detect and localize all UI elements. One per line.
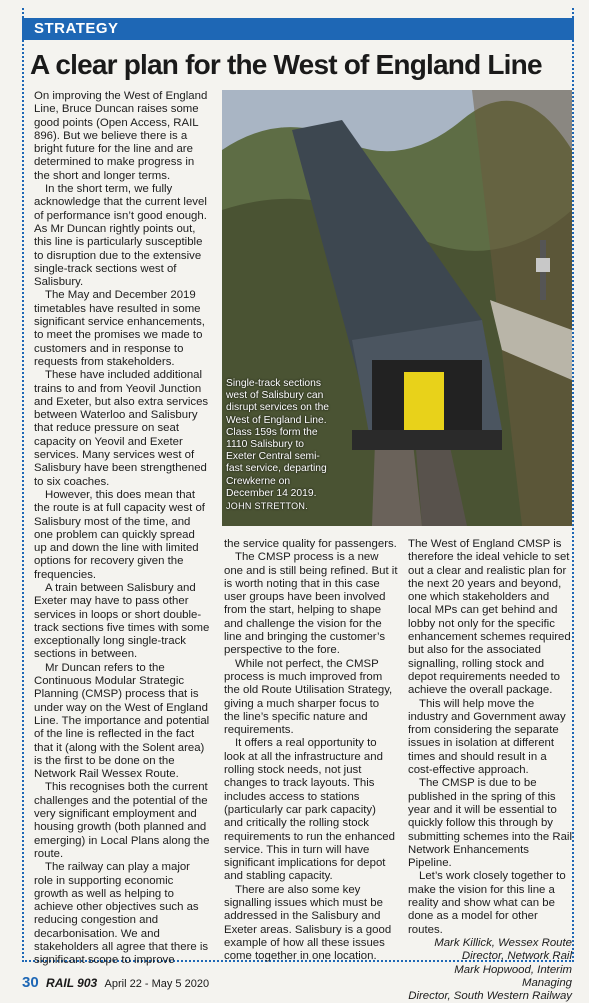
paragraph: This recognises both the current challenges and the potential of the very significant employment and housing growth (both planned and emerging) in Local Plans along the route. [34,781,210,860]
paragraph: There are also some key signalling issues which must be addressed in the Salisbury and Exeter areas. Salisbury is a good example of how all these issues come together in one location. [224,883,392,963]
paragraph: This will help move the industry and Government away from considering the separate issues in isolation at different times and should result in a cost-effective approach. [408,697,566,777]
paragraph: The May and December 2019 timetables have resulted in some significant service enhancements, to meet the promises we made to customers and in response to requests from stakeholders. [34,289,205,368]
magazine-issue: RAIL 903 [46,976,98,990]
column-3 [408,538,572,1003]
signoff [408,937,572,1003]
paragraph: On improving the West of England Line, Bruce Duncan raises some good points (Open Access, RAIL 896). But we believe there is a bright future for the line and are determined to make progress in the short and longer terms. [34,90,208,182]
paragraph: In the short term, we fully acknowledge that the current level of performance isn’t good enough. As Mr Duncan rightly points out, this line is particularly susceptible to disruption due to the extensive single-track sections west of Salisbury. [34,183,207,289]
photo-caption [226,378,336,513]
photo-credit: JOHN STRETTON. [226,501,309,512]
paragraph: the service quality for passengers. [224,538,397,550]
paragraph: These have included additional trains to and from Yeovil Junction and Exeter, but also extra services between Waterloo and Salisbury that reduce pressure on seat capacity on Yeovil and Exeter services. Many services west of Salisbury have been strengthened to six coaches. [34,369,209,488]
paragraph: It offers a real opportunity to look at all the infrastructure and rolling stock needs, not just changes to track layouts. This includes access to stations (particularly car park capacity) and critically the rolling stock requirements to run the enhanced service. This in turn will have significant implications for depot and stabling capacity. [224,737,395,883]
signoff-line: Mark Hopwood, Interim Managing [454,963,572,989]
caption-text: Single-track sections west of Salisbury can disrupt services on the West of England Line. Class 159s form the 1110 Salisbury to Exeter Central semi-fast service, departing Crewkerne on December 14 2019. [226,378,330,499]
section-label: STRATEGY [22,18,574,40]
paragraph: The CMSP is due to be published in the spring of this year and it will be essential to quickly follow this through by submitting schemes into the Rail Network Enhancements Pipeline. [408,777,572,870]
paragraph: However, this does mean that the route is at full capacity west of Salisbury most of the time, and one problem can quickly spread up and down the line with limited options for recovery given the frequencies. [34,488,205,581]
page-number: 30 [22,974,39,991]
page-footer [22,974,322,991]
paragraph: Let’s work closely together to make the vision for this line a reality and show what can be done as a model for other routes. [408,870,566,936]
signoff-line: Director, South Western Railway [408,990,572,1003]
paragraph: A train between Salisbury and Exeter may have to pass other services in loops or short double-track sections five times with some exceptionally long single-track sections in between. [34,581,210,661]
paragraph: The West of England CMSP is therefore the ideal vehicle to set out a clear and realistic plan for the next 20 years and beyond, one which stakeholders and local MPs can get behind and lobby not only for the specific enhancement schemes required but also for the associated signalling, rolling stock and depot requirements needed to achieve the overall package. [408,538,571,697]
headline: A clear plan for the West of England Line [30,49,542,80]
issue-date: April 22 - May 5 2020 [104,978,210,990]
paragraph: The CMSP process is a new one and is still being refined. But it is worth noting that in this case user groups have been involved from the start, helping to shape and challenge the vision for the line and bringing the customer’s perspective to the fore. [224,551,398,657]
paragraph: The railway can play a major role in supporting economic growth as well as helping to achieve other objectives such as reducing congestion and decarbonisation. We and stakeholders all agree that there is significant scope to improve [34,861,209,967]
column-1 [34,90,210,968]
signoff-line: Mark Killick, Wessex Route [434,936,572,949]
paragraph: Mr Duncan refers to the Continuous Modular Strategic Planning (CMSP) process that is under way on the West of England Line. The importance and potential of the line is reflected in the fact that it (along with the Solent area) is the first to be done on the Network Rail Wessex Route. [34,661,210,781]
paragraph: While not perfect, the CMSP process is much improved from the old Route Utilisation Strategy, giving a much sharper focus to the line’s specific nature and requirements. [224,657,393,737]
signoff-line: Director, Network Rail [461,950,572,963]
column-2 [224,538,398,964]
